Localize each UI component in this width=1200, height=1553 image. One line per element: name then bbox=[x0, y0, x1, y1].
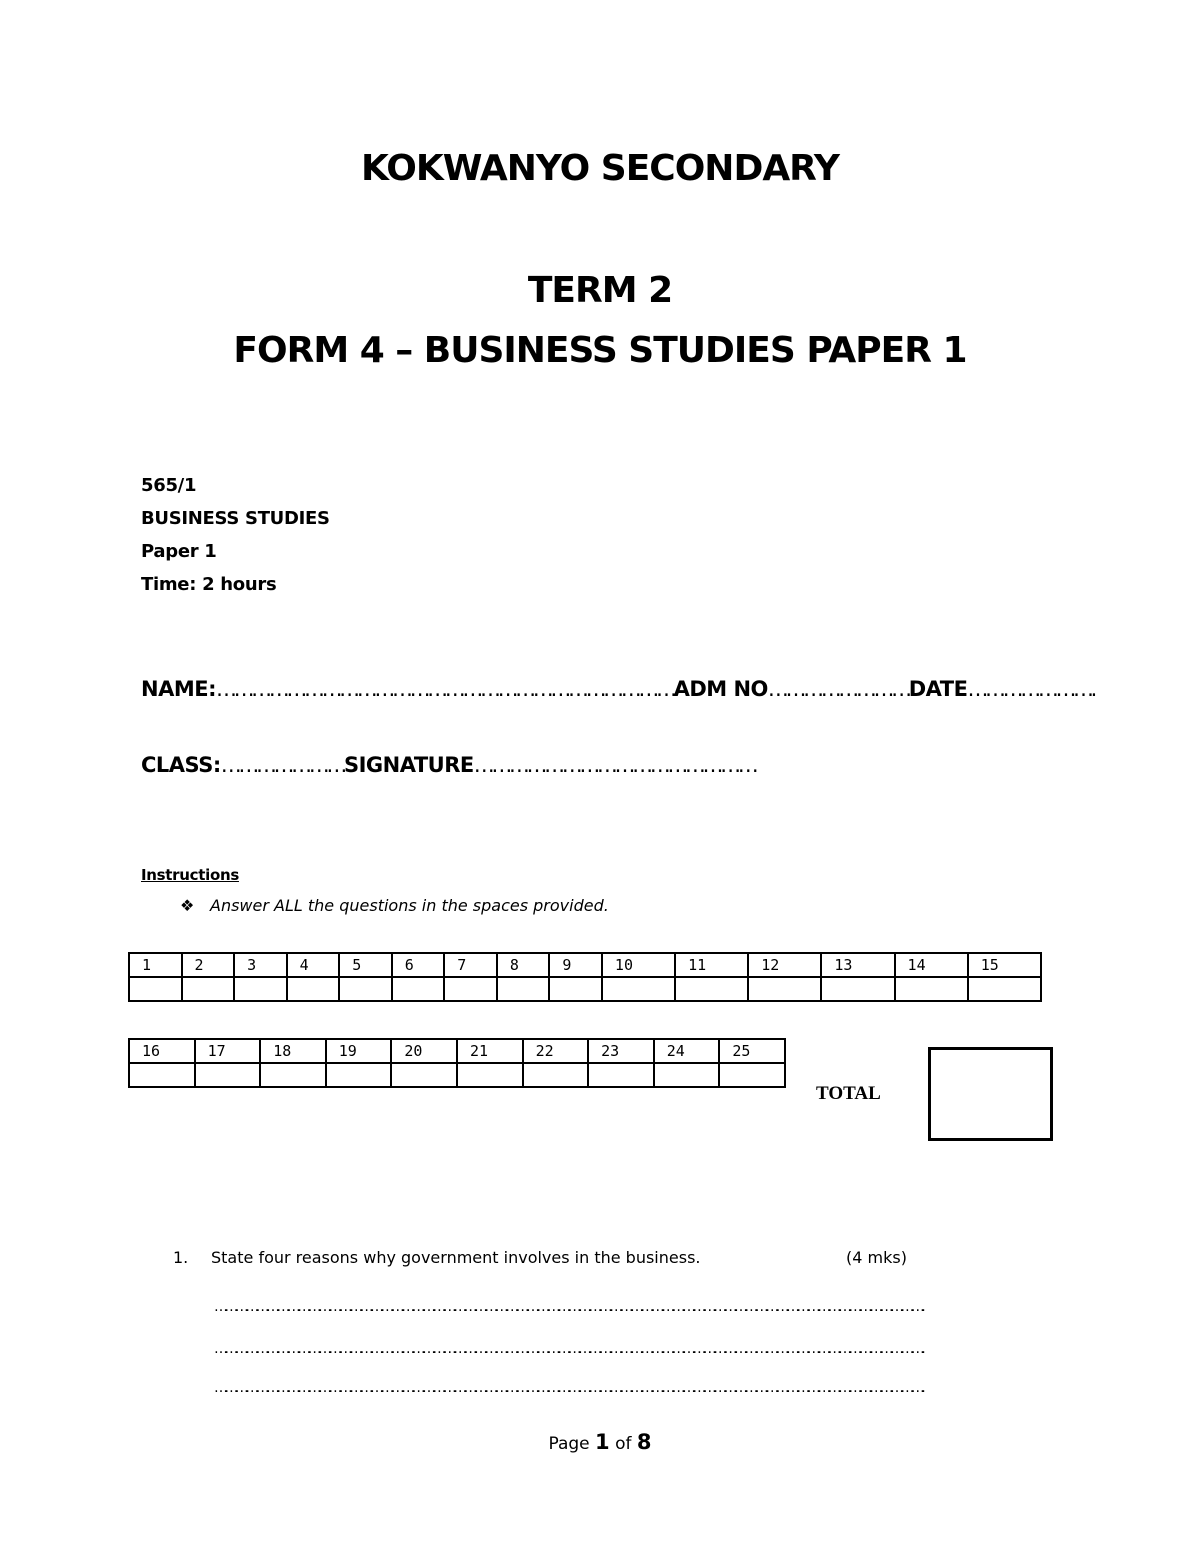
question-number-cell: 3 bbox=[234, 953, 287, 977]
instruction-item bbox=[180, 896, 609, 915]
question-number-cell: 7 bbox=[444, 953, 497, 977]
question-number-cell: 9 bbox=[549, 953, 602, 977]
answer-line[interactable]: ……………………………………………………………………………………………………………………………………………………………………………………. bbox=[214, 1299, 923, 1315]
question-number-cell: 8 bbox=[497, 953, 550, 977]
page-of: of bbox=[615, 1434, 632, 1454]
question-number-cell: 4 bbox=[287, 953, 340, 977]
signature-label: SIGNATURE bbox=[343, 753, 474, 777]
score-cell[interactable] bbox=[523, 1063, 589, 1087]
question-number-cell: 6 bbox=[392, 953, 445, 977]
question-number-cell: 22 bbox=[523, 1039, 589, 1063]
score-cell[interactable] bbox=[675, 977, 748, 1001]
question-text: State four reasons why government involves in the business. bbox=[211, 1248, 701, 1267]
score-cell[interactable] bbox=[444, 977, 497, 1001]
score-cell[interactable] bbox=[339, 977, 392, 1001]
question-number-cell: 2 bbox=[182, 953, 235, 977]
score-cell[interactable] bbox=[497, 977, 550, 1001]
instruction-text: Answer ALL the questions in the spaces provided. bbox=[210, 896, 609, 915]
question-marks: (4 mks) bbox=[846, 1248, 907, 1267]
score-cell[interactable] bbox=[719, 1063, 785, 1087]
class-signature-line bbox=[141, 753, 755, 777]
question-number-cell: 15 bbox=[968, 953, 1041, 977]
score-cell[interactable] bbox=[129, 1063, 195, 1087]
page-number: 1 bbox=[595, 1430, 610, 1454]
question-number-cell: 11 bbox=[675, 953, 748, 977]
question-number-cell: 24 bbox=[654, 1039, 720, 1063]
score-cell[interactable] bbox=[748, 977, 821, 1001]
class-label: CLASS: bbox=[141, 753, 221, 777]
score-grid-row1 bbox=[128, 952, 1042, 1002]
page-total: 8 bbox=[636, 1430, 652, 1454]
question-number-cell: 16 bbox=[129, 1039, 195, 1063]
score-cell[interactable] bbox=[182, 977, 235, 1001]
question-number-cell: 25 bbox=[719, 1039, 785, 1063]
question-number-cell: 17 bbox=[195, 1039, 261, 1063]
paper-title: FORM 4 – BUSINESS STUDIES PAPER 1 bbox=[233, 330, 967, 371]
score-cell[interactable] bbox=[602, 977, 675, 1001]
score-cell[interactable] bbox=[129, 977, 182, 1001]
paper-number: Paper 1 bbox=[141, 541, 217, 562]
score-grid-numbers-row bbox=[129, 953, 1041, 977]
question-number: 1. bbox=[173, 1248, 189, 1267]
total-label: TOTAL bbox=[816, 1083, 881, 1104]
question-number-cell: 10 bbox=[602, 953, 675, 977]
score-cell[interactable] bbox=[195, 1063, 261, 1087]
candidate-details-line bbox=[141, 677, 1094, 701]
school-name: KOKWANYO SECONDARY bbox=[360, 148, 840, 189]
score-grid-marks-row bbox=[129, 977, 1041, 1001]
score-cell[interactable] bbox=[391, 1063, 457, 1087]
score-cell[interactable] bbox=[549, 977, 602, 1001]
class-field[interactable]: ………………… bbox=[220, 753, 344, 777]
score-cell[interactable] bbox=[234, 977, 287, 1001]
score-cell[interactable] bbox=[326, 1063, 392, 1087]
exam-time: Time: 2 hours bbox=[141, 574, 277, 595]
answer-line[interactable]: ……………………………………………………………………………………………………………………………………………………………………………………. bbox=[214, 1380, 923, 1396]
score-grid-row2 bbox=[128, 1038, 786, 1088]
score-cell[interactable] bbox=[821, 977, 894, 1001]
date-label: DATE bbox=[908, 677, 968, 701]
diamond-bullet-icon: ❖ bbox=[180, 896, 195, 915]
score-cell[interactable] bbox=[588, 1063, 654, 1087]
question-number-cell: 23 bbox=[588, 1039, 654, 1063]
score-cell[interactable] bbox=[968, 977, 1041, 1001]
question-number-cell: 1 bbox=[129, 953, 182, 977]
adm-no-field[interactable]: …………………… bbox=[767, 677, 909, 701]
score-cell[interactable] bbox=[654, 1063, 720, 1087]
question-number-cell: 5 bbox=[339, 953, 392, 977]
question-number-cell: 14 bbox=[895, 953, 968, 977]
score-cell[interactable] bbox=[457, 1063, 523, 1087]
page-footer bbox=[0, 1430, 1200, 1454]
total-score-box[interactable] bbox=[928, 1047, 1053, 1141]
question-number-cell: 19 bbox=[326, 1039, 392, 1063]
subject-name: BUSINESS STUDIES bbox=[141, 508, 330, 529]
name-field[interactable]: …………………………………………………………………… bbox=[215, 677, 674, 701]
question-number-cell: 20 bbox=[391, 1039, 457, 1063]
question-number-cell: 13 bbox=[821, 953, 894, 977]
date-field[interactable]: …………………. bbox=[967, 677, 1094, 701]
score-grid-numbers-row bbox=[129, 1039, 785, 1063]
score-cell[interactable] bbox=[392, 977, 445, 1001]
question-1 bbox=[173, 1248, 907, 1267]
instructions-heading: Instructions bbox=[141, 866, 239, 884]
term-heading: TERM 2 bbox=[527, 270, 673, 311]
question-number-cell: 12 bbox=[748, 953, 821, 977]
score-grid-marks-row bbox=[129, 1063, 785, 1087]
question-number-cell: 21 bbox=[457, 1039, 523, 1063]
score-cell[interactable] bbox=[287, 977, 340, 1001]
score-cell[interactable] bbox=[260, 1063, 326, 1087]
signature-field[interactable]: ………………………………………… bbox=[473, 753, 756, 777]
name-label: NAME: bbox=[141, 677, 216, 701]
score-cell[interactable] bbox=[895, 977, 968, 1001]
adm-no-label: ADM NO bbox=[673, 677, 768, 701]
question-number-cell: 18 bbox=[260, 1039, 326, 1063]
paper-code: 565/1 bbox=[141, 475, 197, 496]
page-prefix: Page bbox=[548, 1434, 590, 1454]
answer-line[interactable]: ……………………………………………………………………………………………………………………………………………………………………………………. bbox=[214, 1341, 923, 1357]
